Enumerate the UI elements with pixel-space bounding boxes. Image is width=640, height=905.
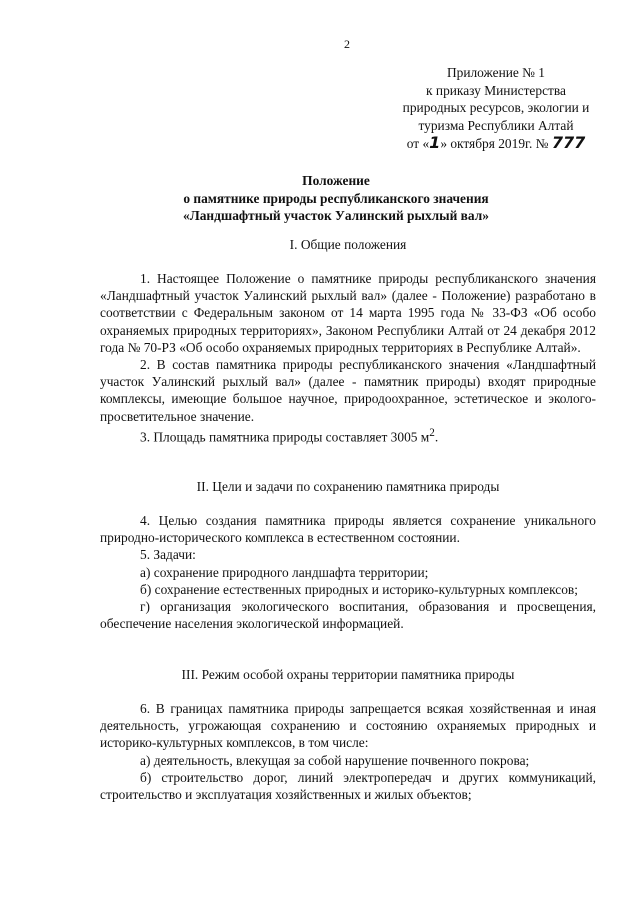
date-day-handwritten: 1 [429,133,441,152]
prohibition-b: б) строительство дорог, линий электропередач и других коммуникаций, строительство и эксплуатация хозяйственных и жилых объектов; [100,769,596,803]
appendix-line-4: туризма Республики Алтай [418,117,574,133]
section-3-heading: III. Режим особой охраны территории памятника природы [181,667,515,682]
appendix-line-1: Приложение № 1 [446,65,546,80]
section-3-body [100,700,596,803]
section-2-heading: II. Цели и задачи по сохранению памятника природы [196,479,500,494]
task-b: б) сохранение естественных природных и историко-культурных комплексов; [140,581,578,597]
task-a: а) сохранение природного ландшафта территории; [140,564,429,580]
paragraph-3-superscript: 2 [429,426,435,439]
order-number-handwritten: 777 [551,133,586,152]
paragraph-3-end: . [434,429,439,445]
paragraph-5: 5. Задачи: [140,547,196,563]
paragraph-3 [100,425,596,446]
appendix-line-2: к приказу Министерства [426,82,566,98]
title-line-1: Положение [302,173,370,188]
task-c: г) организация экологического воспитания, образования и просвещения, обеспечение населения экологической информацией. [100,599,596,632]
title-line-3: «Ландшафтный участок Уалинский рыхлый вал» [183,208,489,223]
date-suffix: » октября 2019г. № [440,136,549,151]
paragraph-3-text: 3. Площадь памятника природы составляет 3005 м [140,429,430,445]
section-2-body [100,512,596,632]
section-1-heading: I. Общие положения [289,237,407,252]
appendix-date-line [376,134,616,153]
title-line-2: о памятнике природы республиканского значения [183,190,489,206]
paragraph-6: 6. В границах памятника природы запрещается всякая хозяйственная и иная деятельность, угрожающая сохранению и состоянию охраняемых природных и историко-культурных комплексов, в том числе: [100,701,596,751]
paragraph-2: 2. В состав памятника природы республиканского значения «Ландшафтный участок Уалинский рыхлый вал» (далее - памятник природы) входят природные комплексы, имеющие большое научное, природоохранное, эстетическое и эколого-просветительное значение. [100,357,596,424]
date-prefix: от « [406,136,430,151]
appendix-line-3: природных ресурсов, экологии и [402,100,590,115]
prohibition-a: а) деятельность, влекущая за собой нарушение почвенного покрова; [140,752,530,768]
document-title [140,172,532,225]
section-1-body [100,270,596,446]
paragraph-1: 1. Настоящее Положение о памятнике природы республиканского значения «Ландшафтный участок Уалинский рыхлый вал» (далее - Положение) разработано в соответствии с Федеральным законом от 14 марта 1995 года № 33-ФЗ «Об особо охраняемых природных территориях», Законом Республики Алтай от 24 декабря 2012 года № 70-РЗ «Об особо охраняемых природных территориях в Республике Алтай». [100,271,596,355]
paragraph-4: 4. Целью создания памятника природы является сохранение уникального природно-исторического комплекса в естественном состоянии. [100,513,596,546]
page-number: 2 [344,37,350,51]
appendix-block [376,64,616,153]
